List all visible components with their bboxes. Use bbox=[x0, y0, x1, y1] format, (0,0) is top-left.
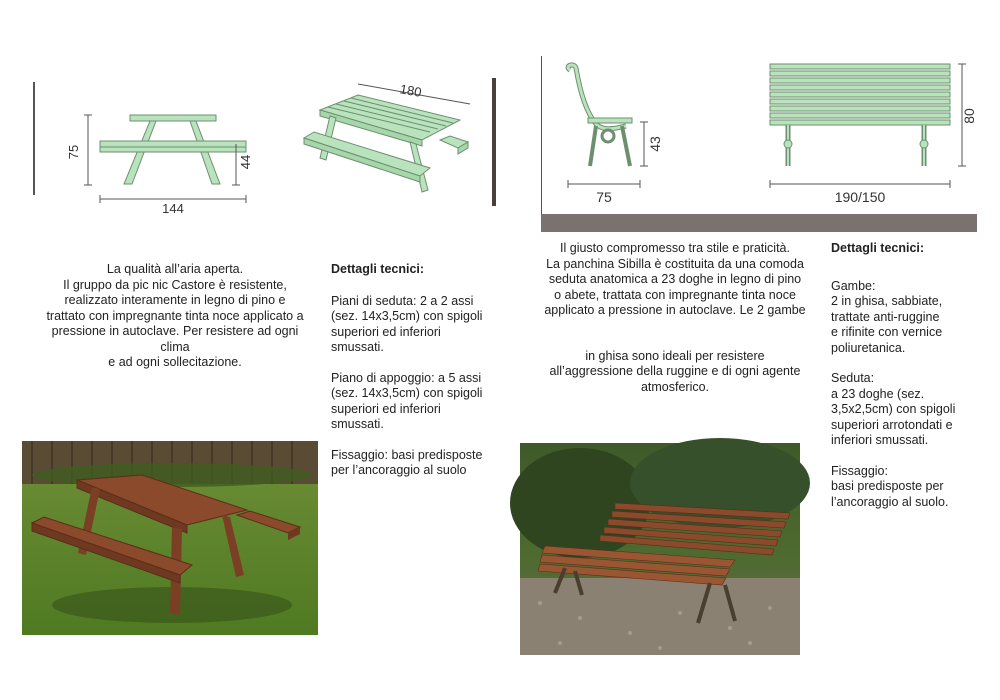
specs-title: Dettagli tecnici: bbox=[831, 241, 925, 255]
desc-line: clima bbox=[160, 339, 190, 354]
desc-line: Il giusto compromesso tra stile e praticità. bbox=[560, 241, 790, 255]
spec-line: smussati. bbox=[331, 340, 384, 354]
spec-line: basi predisposte per bbox=[831, 479, 944, 493]
desc-line: o abete, trattata con impregnante tinta noce bbox=[554, 287, 796, 302]
spec-line: e rifinite con vernice bbox=[831, 325, 943, 339]
desc-line: realizzato interamente in legno di pino e bbox=[64, 293, 286, 307]
table-specs bbox=[331, 262, 511, 494]
spec-line: superiori ed inferiori bbox=[331, 324, 441, 339]
spec-block bbox=[331, 448, 511, 479]
table-length-label: 180 bbox=[398, 81, 423, 100]
spec-block bbox=[831, 371, 991, 449]
desc-line: trattato con impregnante tinta noce applicato a bbox=[46, 308, 304, 323]
table-width-label: 144 bbox=[162, 201, 184, 216]
spec-block bbox=[831, 279, 991, 357]
bench-seat-height-label: 43 bbox=[647, 136, 663, 152]
desc-line: e ad ogni sollecitazione. bbox=[108, 355, 242, 369]
specs-title: Dettagli tecnici: bbox=[331, 262, 425, 276]
spec-line: a 23 doghe (sez. bbox=[831, 386, 925, 401]
table-seat-height-label: 44 bbox=[238, 154, 253, 170]
desc-line: La panchina Sibilla è costituita da una comoda bbox=[546, 256, 804, 271]
bench-height-label: 80 bbox=[961, 108, 977, 124]
table-front-view-drawing bbox=[60, 100, 253, 216]
spec-line: trattate anti-ruggine bbox=[831, 309, 940, 324]
spec-line: 2 in ghisa, sabbiate, bbox=[831, 294, 943, 308]
spec-line: Seduta: bbox=[831, 371, 875, 385]
spec-line: Piani di seduta: 2 a 2 assi bbox=[331, 293, 474, 308]
desc-line: in ghisa sono ideali per resistere bbox=[585, 348, 765, 363]
spec-line: (sez. 14x3,5cm) con spigoli bbox=[331, 309, 483, 323]
spec-line: Gambe: bbox=[831, 278, 876, 293]
desc-line: La qualità all’aria aperta. bbox=[106, 262, 244, 276]
table-height-label: 75 bbox=[66, 144, 81, 160]
bench-side-view-drawing bbox=[560, 62, 670, 212]
spec-line: 3,5x2,5cm) con spigoli bbox=[831, 402, 956, 416]
spec-line: Fissaggio: basi predisposte bbox=[331, 447, 483, 462]
spec-block bbox=[331, 371, 511, 433]
desc-line: all’aggressione della ruggine e di ogni agente bbox=[549, 364, 801, 378]
spec-line: Piano di appoggio: a 5 assi bbox=[331, 370, 482, 385]
desc-line: pressione in autoclave. Per resistere ad ogni bbox=[51, 324, 299, 338]
ground-bar bbox=[541, 214, 977, 232]
desc-line: atmosferico. bbox=[640, 379, 710, 394]
bench-frame-line bbox=[541, 56, 542, 214]
spec-line: Fissaggio: bbox=[831, 463, 888, 478]
desc-line: Il gruppo da pic nic Castore è resistente, bbox=[63, 277, 287, 292]
bench-depth-label: 75 bbox=[596, 189, 612, 205]
picnic-table-photo bbox=[22, 435, 318, 635]
divider-line-left bbox=[33, 82, 35, 195]
spec-block bbox=[831, 464, 991, 511]
table-isometric-drawing bbox=[300, 80, 475, 205]
park-bench-photo bbox=[520, 443, 800, 655]
bench-length-label: 190/150 bbox=[834, 189, 886, 205]
spec-line: per l’ancoraggio al suolo bbox=[331, 463, 467, 477]
table-description bbox=[40, 262, 310, 371]
spec-line: (sez. 14x3,5cm) con spigoli bbox=[331, 386, 483, 400]
spec-line: superiori arrotondati e bbox=[831, 417, 953, 432]
desc-line: applicato a pressione in autoclave. Le 2 gambe bbox=[544, 303, 806, 317]
divider-line-center bbox=[492, 78, 496, 206]
spec-line: superiori ed inferiori bbox=[331, 401, 441, 416]
desc-line: seduta anatomica a 23 doghe in legno di pino bbox=[548, 272, 802, 286]
spec-line: inferiori smussati. bbox=[831, 433, 929, 447]
bench-front-view-drawing bbox=[762, 58, 980, 208]
spec-line: l’ancoraggio al suolo. bbox=[831, 494, 949, 509]
spec-line: smussati. bbox=[331, 417, 384, 431]
bench-specs bbox=[831, 241, 991, 525]
spec-block bbox=[331, 294, 511, 356]
bench-description bbox=[530, 241, 820, 395]
spec-line: poliuretanica. bbox=[831, 340, 906, 355]
